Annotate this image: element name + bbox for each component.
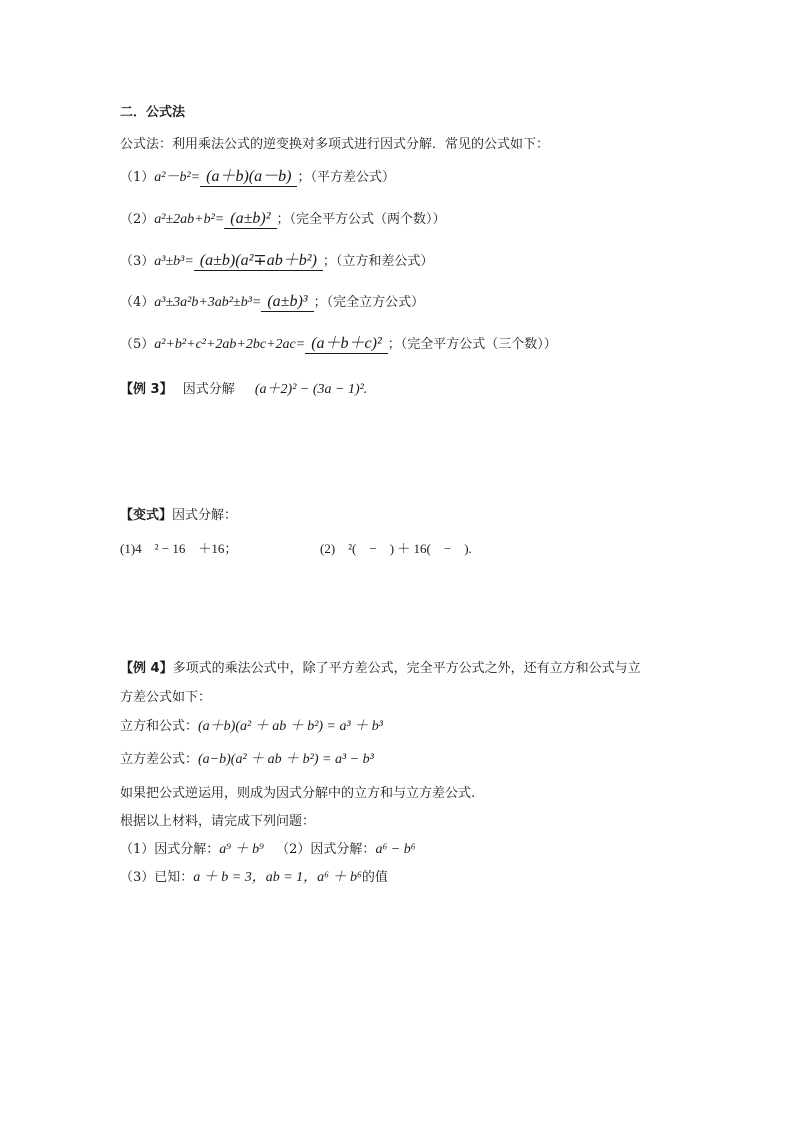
formula-note: ；（完全立方公式） — [313, 295, 425, 310]
example-4-line5: 如果把公式逆运用，则成为因式分解中的立方和与立方差公式. — [120, 786, 476, 801]
formula-4 — [120, 292, 424, 313]
formula-note: ；（完全平方公式（两个数）） — [276, 212, 446, 227]
variant-tag: 【变式】 — [120, 508, 173, 523]
example-expression: (a＋2)² − (3a − 1)². — [254, 382, 368, 397]
question-1-label: （1）因式分解： — [120, 842, 220, 857]
formula-lhs: a³±3a²b+3ab²±b³= — [154, 295, 262, 310]
example-3 — [120, 380, 367, 400]
example-4-line1 — [120, 659, 641, 679]
formula-num: （2） — [120, 212, 155, 227]
formula-answer: (a＋b＋c)² — [305, 335, 388, 354]
question-3 — [120, 868, 388, 888]
question-2-expression: a⁶ − b⁶ — [375, 842, 416, 857]
cube-diff-formula — [120, 750, 374, 770]
question-1-expression: a⁹ ＋ b⁹ — [219, 842, 265, 857]
formula-2 — [120, 209, 446, 230]
formula-note: ；（完全平方公式（三个数）） — [387, 337, 557, 352]
formula-lhs: a²－b²= — [154, 170, 201, 185]
formula-1 — [120, 167, 395, 188]
variant-problem-1: (1)4 ² − 16 ＋16； — [120, 541, 238, 556]
variant-text: 因式分解： — [172, 508, 238, 523]
cube-sum-label: 立方和公式： — [120, 719, 199, 734]
variant-heading — [120, 506, 237, 526]
intro-text: 公式法：利用乘法公式的逆变换对多项式进行因式分解．常见的公式如下： — [120, 137, 550, 152]
formula-3 — [120, 251, 433, 272]
formula-note: ；（立方和差公式） — [322, 254, 434, 269]
cube-diff-label: 立方差公式： — [120, 752, 199, 767]
example-tag: 【例 3】 — [120, 382, 173, 397]
example-text: 因式分解 — [182, 382, 235, 397]
formula-num: （3） — [120, 254, 155, 269]
question-2-label: （2）因式分解： — [276, 842, 376, 857]
example-4-line6: 根据以上材料，请完成下列问题： — [120, 814, 316, 829]
formula-answer: (a±b)(a²∓ab＋b²) — [194, 252, 323, 271]
variant-problem-2: (2) ²( − ) ＋ 16( − ). — [320, 541, 472, 556]
formula-note: ；（平方差公式） — [297, 170, 395, 185]
formula-num: （1） — [120, 170, 155, 185]
example-4-line2: 方差公式如下： — [120, 690, 212, 705]
formula-num: （4） — [120, 295, 155, 310]
formula-answer: (a±b)² — [224, 210, 276, 229]
formula-lhs: a³±b³= — [154, 254, 194, 269]
formula-num: （5） — [120, 337, 155, 352]
cube-sum-expression: (a＋b)(a² ＋ ab ＋ b²) = a³ ＋ b³ — [198, 719, 383, 734]
formula-answer: (a±b)³ — [261, 293, 313, 312]
question-1-2 — [120, 840, 416, 860]
section-title: 二．公式法 — [120, 105, 186, 120]
example-tag: 【例 4】 — [120, 661, 173, 676]
example-text: 多项式的乘法公式中，除了平方差公式，完全平方公式之外，还有立方和公式与立 — [172, 661, 641, 676]
formula-answer: (a＋b)(a－b) — [200, 168, 297, 187]
formula-lhs: a²±2ab+b²= — [154, 212, 225, 227]
formula-lhs: a²+b²+c²+2ab+2bc+2ac= — [154, 337, 306, 352]
cube-diff-expression: (a−b)(a² ＋ ab ＋ b²) = a³ − b³ — [198, 752, 374, 767]
formula-5 — [120, 334, 557, 355]
cube-sum-formula — [120, 717, 383, 737]
question-3-label: （3）已知： — [120, 870, 194, 885]
question-3-suffix: 的值 — [361, 870, 388, 885]
question-3-expression: a ＋ b = 3，ab = 1，a⁶ ＋ b⁶ — [193, 870, 362, 885]
